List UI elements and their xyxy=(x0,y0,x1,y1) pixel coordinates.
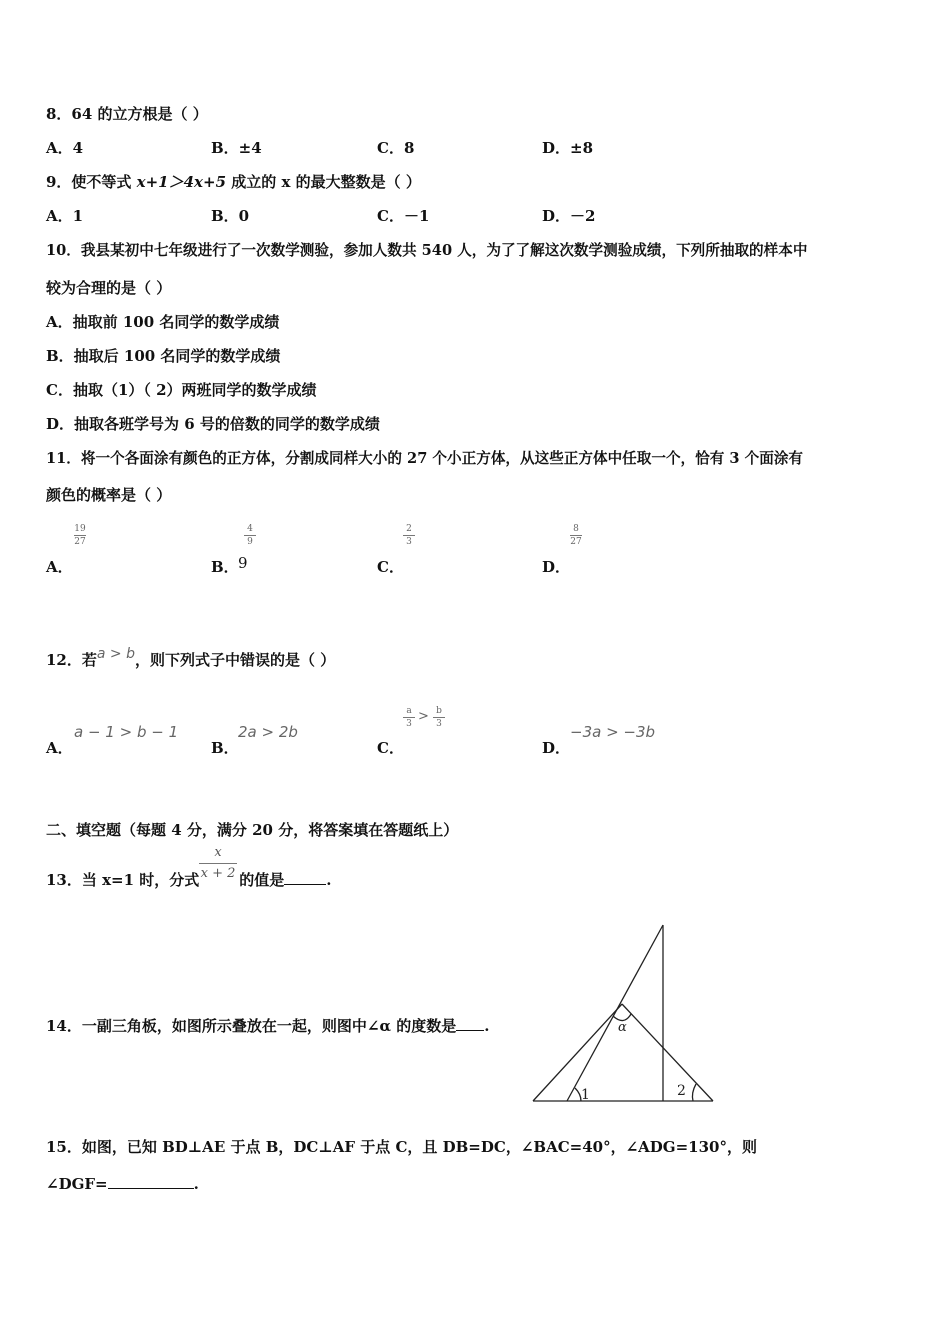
figure-left-side xyxy=(533,1004,622,1101)
q11-option-c-fraction: 2 3 xyxy=(403,524,415,547)
q12-option-a-label: A． xyxy=(46,739,73,757)
q13-suffix: 的值是 xyxy=(239,871,285,889)
q8-option-b: B．±4 xyxy=(211,139,262,157)
q12-option-a-expr: a − 1 > b − 1 xyxy=(74,723,179,741)
q9-stem xyxy=(46,171,421,192)
q8-option-d: D．±8 xyxy=(542,139,594,157)
q12-option-d-label: D． xyxy=(542,739,571,757)
section-2-heading: 二、填空题（每题 4 分，满分 20 分，将答案填在答题纸上） xyxy=(46,821,459,839)
q8-option-a: A．4 xyxy=(46,139,84,157)
q9-prefix: 9．使不等式 xyxy=(46,173,137,191)
alpha-label: α xyxy=(618,1020,627,1035)
q13-denominator: x + 2 xyxy=(200,866,236,881)
q15-answer-blank[interactable] xyxy=(108,1174,194,1189)
q13-numerator: x xyxy=(214,845,222,860)
q9-option-c: C．－1 xyxy=(377,207,430,225)
q9-inequality: x+1＞4x+5 xyxy=(136,173,227,191)
q12-option-c-left-fraction: a 3 xyxy=(403,706,415,729)
q15-stem-line1: 15．如图，已知 BD⊥AE 于点 B，DC⊥AF 于点 C，且 DB=DC，∠BAC=40°，∠ADG=130°，则 xyxy=(46,1138,757,1156)
q12-option-b-expr: 2a > 2b xyxy=(238,723,298,741)
q10-option-c: C．抽取（1）（ 2）两班同学的数学成绩 xyxy=(46,381,317,399)
q14-triangle-figure xyxy=(525,918,725,1108)
angle1-label: 1 xyxy=(581,1087,590,1103)
q12-condition: a > b xyxy=(96,646,135,662)
q11-option-b-label: B． xyxy=(211,558,239,576)
figure-right-side xyxy=(622,1004,713,1101)
q12-option-c-operator: > xyxy=(418,709,429,724)
q8-stem: 8．64 的立方根是（ ） xyxy=(46,105,208,123)
q13-prefix: 13．当 x=1 时，分式 xyxy=(46,871,200,889)
q13-stem: 13．当 x=1 时，分式 的值是 . xyxy=(46,871,332,889)
q12-option-b-label: B． xyxy=(211,739,239,757)
q11-stem-line1: 11．将一个各面涂有颜色的正方体，分割成同样大小的 27 个小正方体，从这些正方体中任取一个，恰有 3 个面涂有 xyxy=(46,450,804,467)
angle2-arc xyxy=(692,1084,696,1101)
q14-stem: 14．一副三角板，如图所示叠放在一起，则图中∠α 的度数是 . xyxy=(46,1017,490,1035)
q11-option-a-fraction: 19 27 xyxy=(74,524,86,547)
q10-option-d: D．抽取各班学号为 6 号的倍数的同学的数学成绩 xyxy=(46,415,380,433)
q10-option-a: A．抽取前 100 名同学的数学成绩 xyxy=(46,313,280,331)
q12-option-c-right-fraction: b 3 xyxy=(433,706,445,729)
q11-option-b-extra: 9 xyxy=(238,554,248,572)
q12-suffix: ，则下列式子中错误的是（ ） xyxy=(134,651,336,669)
q11-option-d-label: D． xyxy=(542,558,571,576)
q11-option-a-label: A． xyxy=(46,558,73,576)
angle2-label: 2 xyxy=(677,1083,686,1099)
q9-option-b: B．0 xyxy=(211,207,250,225)
q10-stem-line2: 较为合理的是（ ） xyxy=(46,279,172,297)
q10-stem-line1: 10．我县某初中七年级进行了一次数学测验，参加人数共 540 人，为了了解这次数学测验成绩，下列所抽取的样本中 xyxy=(46,242,808,259)
q11-stem-line2: 颜色的概率是（ ） xyxy=(46,486,172,504)
q9-suffix: 成立的 x 的最大整数是（ ） xyxy=(226,173,421,191)
figure-slanted-side xyxy=(567,925,663,1101)
q8-option-c: C．8 xyxy=(377,139,415,157)
q12-prefix: 12．若 xyxy=(46,651,97,669)
q9-option-a: A．1 xyxy=(46,207,84,225)
q9-option-d: D．－2 xyxy=(542,207,596,225)
q13-answer-blank[interactable] xyxy=(284,870,326,885)
q14-answer-blank[interactable] xyxy=(456,1016,484,1031)
q11-option-b-fraction: 4 9 xyxy=(244,524,256,547)
q13-fraction-bar xyxy=(199,863,237,864)
q10-option-b: B．抽取后 100 名同学的数学成绩 xyxy=(46,347,281,365)
q12-option-d-expr: −3a > −3b xyxy=(570,723,656,741)
q15-stem-line2: ∠DGF= . xyxy=(46,1175,199,1193)
q11-option-c-label: C． xyxy=(377,558,404,576)
q12-option-c-label: C． xyxy=(377,739,404,757)
q11-option-d-fraction: 8 27 xyxy=(570,524,582,547)
q13-fraction xyxy=(198,845,238,882)
q12-stem xyxy=(46,646,336,670)
